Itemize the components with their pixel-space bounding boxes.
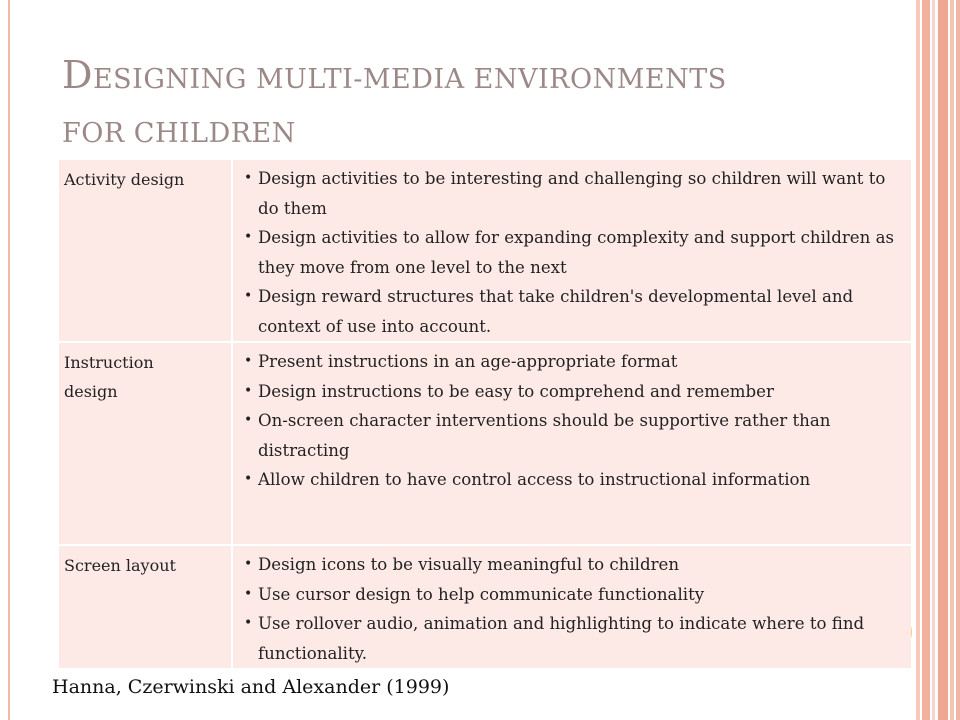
bullet-point xyxy=(258,550,899,580)
title-line-1-text: ESIGNING MULTI-MEDIA ENVIRONMENTS xyxy=(92,64,727,95)
bullet-point xyxy=(258,406,899,465)
title-line-1 xyxy=(62,48,882,107)
table-row xyxy=(59,342,911,545)
bullet-list xyxy=(233,546,911,668)
category-cell xyxy=(59,342,232,545)
bullet-text: • Design icons to be visually meaningful to children xyxy=(258,555,680,574)
bullet-text: • On-screen character interventions should be supportive rather than distracting xyxy=(258,411,831,460)
bullet-point xyxy=(258,164,899,223)
bullet-point xyxy=(258,465,899,495)
category-cell xyxy=(59,160,232,342)
bullet-point xyxy=(258,347,899,377)
bullet-point xyxy=(258,377,899,407)
title-line-2: FOR CHILDREN xyxy=(62,118,296,149)
bullet-text: • Design instructions to be easy to comprehend and remember xyxy=(258,381,774,401)
points-cell xyxy=(232,160,911,342)
points-cell xyxy=(232,545,911,669)
bullet-point xyxy=(258,282,899,341)
category-label: Instruction design xyxy=(64,353,154,401)
right-edge-decoration xyxy=(916,0,960,720)
bullet-text: • Present instructions in an age-appropriate format xyxy=(258,352,678,371)
slide-left-border xyxy=(8,0,10,720)
points-cell xyxy=(232,342,911,545)
bullet-text: • Use rollover audio, animation and highlighting to indicate where to find functionality. xyxy=(258,614,865,663)
bullet-point xyxy=(258,223,899,282)
category-cell xyxy=(59,545,232,669)
bullet-text: • Design activities to be interesting and challenging so children will want to do them xyxy=(258,169,886,218)
category-label: Screen layout xyxy=(64,556,176,575)
table-row xyxy=(59,545,911,669)
guidelines-table xyxy=(59,160,911,670)
title-initial: D xyxy=(62,53,93,97)
bullet-list xyxy=(233,160,911,341)
bullet-text: • Allow children to have control access to instructional information xyxy=(258,470,811,489)
citation: Hanna, Czerwinski and Alexander (1999) xyxy=(52,676,450,698)
bullet-text: • Design activities to allow for expanding complexity and support children as they move from one level to the next xyxy=(258,228,894,277)
bullet-text: • Use cursor design to help communicate functionality xyxy=(258,584,705,604)
category-label: Activity design xyxy=(64,170,185,189)
bullet-text: • Design reward structures that take children's developmental level and context of use into account. xyxy=(258,287,854,336)
bullet-point xyxy=(258,609,899,668)
bullet-point xyxy=(258,580,899,610)
bullet-list xyxy=(233,343,911,495)
slide-title xyxy=(62,48,882,161)
table-row xyxy=(59,160,911,342)
